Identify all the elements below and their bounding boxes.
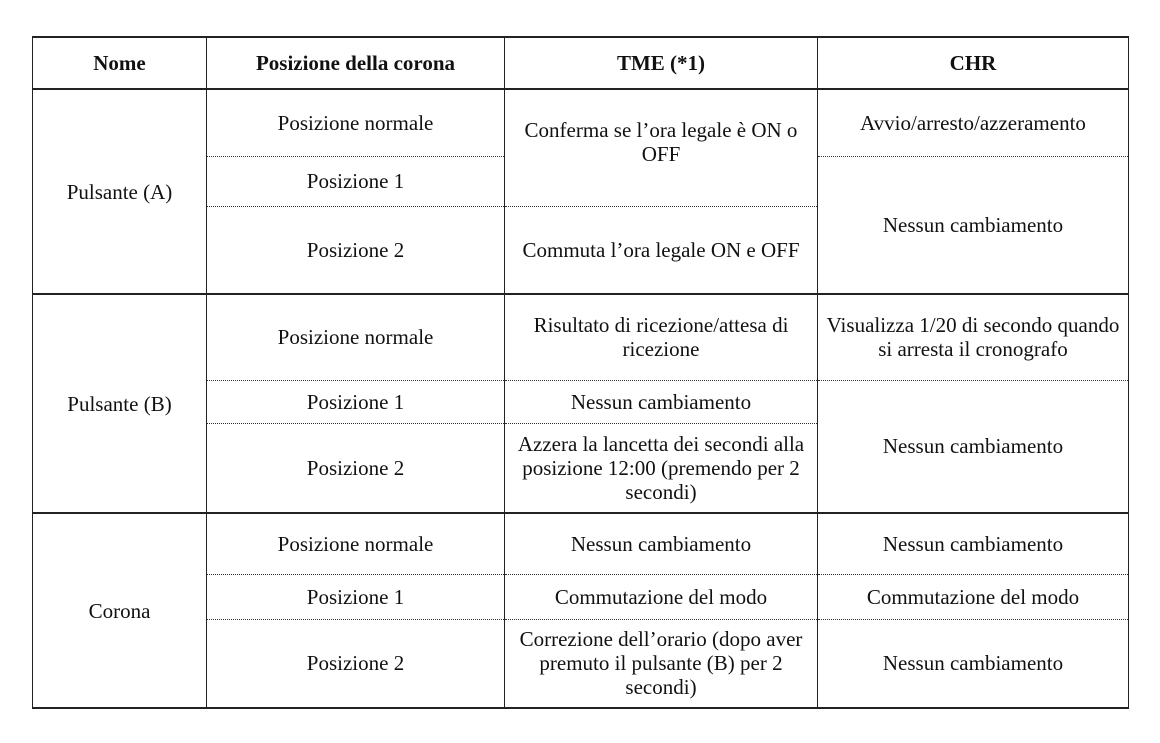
group-name-corona: Corona [33,513,207,708]
header-posizione: Posizione della corona [207,37,505,89]
chr-cell: Commutazione del modo [818,574,1129,619]
chr-cell: Nessun cambiamento [818,513,1129,574]
position-cell: Posizione 2 [207,423,505,513]
chr-cell: Visualizza 1/20 di secondo quando si arresta il cronografo [818,294,1129,380]
chr-cell: Avvio/arresto/azzeramento [818,89,1129,156]
chr-cell: Nessun cambiamento [818,380,1129,513]
tme-cell: Azzera la lancetta dei secondi alla posizione 12:00 (premendo per 2 secondi) [505,423,818,513]
chr-cell: Nessun cambiamento [818,619,1129,708]
function-table [32,36,1129,709]
header-nome: Nome [33,37,207,89]
position-cell: Posizione 1 [207,156,505,206]
tme-cell: Risultato di ricezione/attesa di ricezione [505,294,818,380]
group-name-b: Pulsante (B) [33,294,207,513]
position-cell: Posizione 1 [207,574,505,619]
tme-cell [505,89,818,206]
position-cell: Posizione normale [207,89,505,156]
header-chr: CHR [818,37,1129,89]
tme-cell: Nessun cambiamento [505,380,818,423]
position-cell: Posizione 1 [207,380,505,423]
tme-cell: Commutazione del modo [505,574,818,619]
tme-cell: Nessun cambiamento [505,513,818,574]
tme-cell: Commuta l’ora legale ON e OFF [505,206,818,294]
position-cell: Posizione normale [207,513,505,574]
tme-text: Conferma se l’ora legale è ON o OFF [524,117,798,166]
position-cell: Posizione 2 [207,619,505,708]
group-name-a: Pulsante (A) [33,89,207,294]
header-row [33,37,1129,89]
header-tme: TME (*1) [505,37,818,89]
table-row [33,89,1129,156]
position-cell: Posizione 2 [207,206,505,294]
table-row [33,294,1129,380]
chr-cell: Nessun cambiamento [818,156,1129,294]
table-row [33,513,1129,574]
tme-cell: Correzione dell’orario (dopo aver premuto il pulsante (B) per 2 secondi) [505,619,818,708]
position-cell: Posizione normale [207,294,505,380]
